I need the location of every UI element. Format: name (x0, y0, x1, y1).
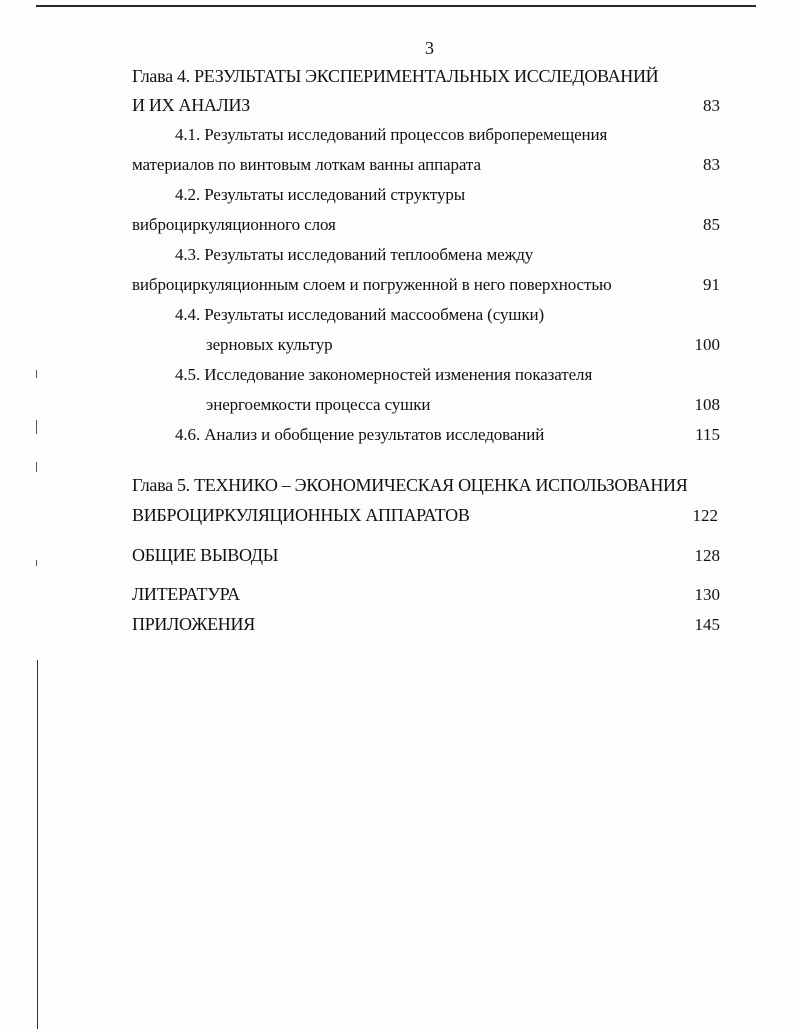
toc-appendices-page: 145 (694, 615, 720, 634)
toc-section-4-6-page: 115 (695, 425, 720, 444)
toc-chapter4-title-line1: Глава 4. РЕЗУЛЬТАТЫ ЭКСПЕРИМЕНТАЛЬНЫХ ИССЛЕДОВАНИЙ (132, 66, 659, 86)
toc-appendices-label: ПРИЛОЖЕНИЯ (132, 614, 255, 634)
scan-speck (36, 370, 37, 378)
scan-edge-top (36, 5, 756, 7)
toc-chapter4-page: 83 (703, 96, 720, 115)
toc-section-4-5-page: 108 (694, 395, 720, 414)
scan-speck (36, 462, 37, 472)
toc-section-4-2-line1: 4.2. Результаты исследований структуры (175, 185, 466, 204)
toc-conclusions-label: ОБЩИЕ ВЫВОДЫ (132, 545, 279, 565)
toc-section-4-3-line2: виброциркуляционным слоем и погруженной в него поверхностью (132, 275, 612, 294)
toc-chapter5-title-line1: Глава 5. ТЕХНИКО – ЭКОНОМИЧЕСКАЯ ОЦЕНКА ИСПОЛЬЗОВАНИЯ (132, 475, 688, 495)
toc-section-4-2-page: 85 (703, 215, 720, 234)
toc-conclusions-page: 128 (694, 546, 720, 565)
toc-section-4-4-page: 100 (694, 335, 720, 354)
toc-section-4-3-page: 91 (703, 275, 720, 294)
scan-speck (36, 420, 37, 434)
toc-section-4-2-line2: виброциркуляционного слоя (132, 215, 336, 234)
toc-section-4-3-line1: 4.3. Результаты исследований теплообмена между (175, 245, 534, 264)
toc-literature-page: 130 (694, 585, 720, 604)
page-number: 3 (425, 38, 434, 58)
toc-chapter4-title-line2: И ИХ АНАЛИЗ (132, 95, 250, 115)
toc-section-4-1-line2: материалов по винтовым лоткам ванны аппарата (132, 155, 481, 174)
toc-section-4-5-line2: энергоемкости процесса сушки (206, 395, 431, 414)
toc-chapter5-title-line2: ВИБРОЦИРКУЛЯЦИОННЫХ АППАРАТОВ (132, 505, 470, 525)
toc-literature-label: ЛИТЕРАТУРА (132, 584, 240, 604)
toc-section-4-1-page: 83 (703, 155, 720, 174)
toc-chapter5-page: 122 (692, 506, 718, 525)
toc-section-4-5-line1: 4.5. Исследование закономерностей изменения показателя (175, 365, 593, 384)
toc-section-4-6-line1: 4.6. Анализ и обобщение результатов исследований (175, 425, 545, 444)
toc-section-4-4-line2: зерновых культур (206, 335, 333, 354)
scan-speck (36, 560, 37, 566)
toc-section-4-1-line1: 4.1. Результаты исследований процессов виброперемещения (175, 125, 608, 144)
toc-section-4-4-line1: 4.4. Результаты исследований массообмена (сушки) (175, 305, 545, 324)
scan-edge-left (37, 660, 38, 1029)
